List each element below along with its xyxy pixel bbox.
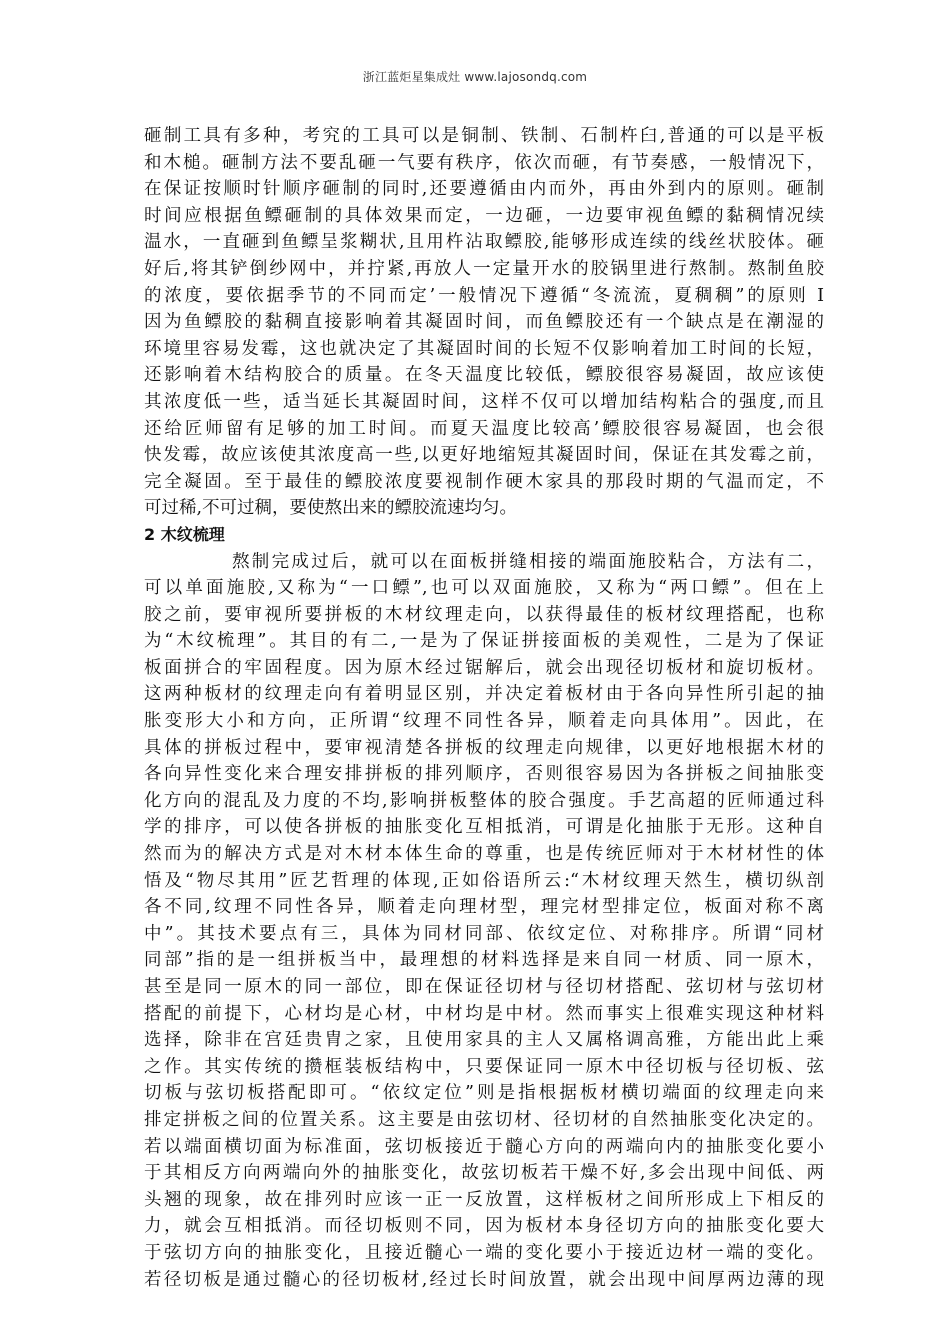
text-line: 还给匠师留有足够的加工时间。而夏天温度比较高’鳔胶很容易凝固，也会很 bbox=[144, 418, 824, 439]
text-line: 若径切板是通过髓心的径切板材,经过长时间放置，就会出现中间厚两边薄的现 bbox=[144, 1269, 824, 1290]
text-line: 环境里容易发霉，这也就决定了其凝固时间的长短不仅影响着加工时间的长短， bbox=[144, 338, 824, 359]
text-line: 于其相反方向两端向外的抽胀变化，故弦切板若干燥不好,多会出现中间低、两 bbox=[144, 1163, 824, 1184]
text-line: 力，就会互相抵消。而径切板则不同，因为板材本身径切方向的抽胀变化要大 bbox=[144, 1216, 824, 1237]
text-line: 胀变形大小和方向，正所谓“纹理不同性各异，顺着走向具体用”。因此，在 bbox=[144, 711, 824, 732]
text-line: 切板与弦切板搭配即可。“依纹定位”则是指根据板材横切端面的纹理走向来 bbox=[144, 1083, 824, 1104]
text-line: 各向异性变化来合理安排拼板的排列顺序，否则很容易因为各拼板之间抽胀变 bbox=[144, 764, 824, 785]
text-line: 还影响着木结构胶合的质量。在冬天温度比较低，鳔胶很容易凝固，故应该使 bbox=[144, 365, 824, 386]
text-line: 排定拼板之间的位置关系。这主要是由弦切材、径切材的自然抽胀变化决定的。 bbox=[144, 1109, 824, 1130]
text-line: 具体的拼板过程中，要审视清楚各拼板的纹理走向规律，以更好地根据木材的 bbox=[144, 737, 824, 758]
text-line: 搭配的前提下，心材均是心材，中材均是中材。然而事实上很难实现这种材料 bbox=[144, 1003, 824, 1024]
text-line: 悟及“物尽其用”匠艺哲理的体现,正如俗语所云:“木材纹理天然生，横切纵剖 bbox=[144, 870, 824, 891]
text-line: 之作。其实传统的攒框装板结构中，只要保证同一原木中径切板与径切板、弦 bbox=[144, 1056, 824, 1077]
text-line: 可过稀,不可过稠，要使熬出来的鳔胶流速均匀。 bbox=[144, 498, 518, 519]
text-line: 若以端面横切面为标准面，弦切板接近于髓心方向的两端向内的抽胀变化要小 bbox=[144, 1136, 824, 1157]
text-line: 头翘的现象，故在排列时应该一正一反放置，这样板材之间所形成上下相反的 bbox=[144, 1189, 824, 1210]
text-line: 砸制工具有多种，考究的工具可以是铜制、铁制、石制杵臼,普通的可以是平板 bbox=[144, 126, 824, 146]
text-line: 其浓度低一些，适当延长其凝固时间，这样不仅可以增加结构粘合的强度,而且 bbox=[144, 391, 824, 412]
text-line: 学的排序，可以使各拼板的抽胀变化互相抵消，可谓是化抽胀于无形。这种自 bbox=[144, 817, 824, 838]
text-line: 胶之前，要审视所要拼板的木材纹理走向，以获得最佳的板材纹理搭配，也称 bbox=[144, 604, 824, 625]
text-line: 化方向的混乱及力度的不均,影响拼板整体的胶合强度。手艺高超的匠师通过科 bbox=[144, 790, 824, 811]
text-line: 甚至是同一原木的同一部位，即在保证径切材与径切材搭配、弦切材与弦切材 bbox=[144, 977, 824, 997]
document-body bbox=[144, 123, 824, 1293]
text-line: 于弦切方向的抽胀变化，且接近髓心一端的变化要小于接近边材一端的变化。 bbox=[144, 1242, 824, 1263]
text-line: 中”。其技术要点有三，具体为同材同部、依纹定位、对称排序。所谓“同材 bbox=[144, 923, 824, 944]
page-header: 浙江蓝炬星集成灶 www.lajosondq.com bbox=[362, 70, 588, 84]
text-line: 温水，一直砸到鱼鳔呈浆糊状,且用杵沾取鳔胶,能够形成连续的线丝状胶体。砸 bbox=[144, 232, 824, 253]
text-line: 可以单面施胶,又称为“一口鳔”,也可以双面施胶，又称为“两口鳔”。但在上 bbox=[144, 578, 824, 599]
text-line: 然而为的解决方式是对木材本体生命的尊重，也是传统匠师对于木材材性的体 bbox=[144, 844, 824, 865]
paragraph-glue-boiling bbox=[144, 123, 824, 522]
text-line: 各不同,纹理不同性各异，顺着走向理材型，理完材型排定位，板面对称不离 bbox=[144, 897, 824, 918]
paragraph-grain-arrangement bbox=[144, 549, 824, 1294]
text-line: 和木槌。砸制方法不要乱砸一气要有秩序，依次而砸，有节奏感，一般情况下， bbox=[144, 152, 824, 173]
text-line: 好后,将其铲倒纱网中，并拧紧,再放人一定量开水的胶锅里进行熬制。熬制鱼胶 bbox=[144, 258, 824, 279]
text-line: 同部”指的是一组拼板当中，最理想的材料选择是来自同一材质、同一原木， bbox=[144, 950, 824, 971]
text-line: 时间应根据鱼鳔砸制的具体效果而定，一边砸，一边要审视鱼鳔的黏稠情况续 bbox=[144, 205, 824, 226]
text-line: 选择，除非在宫廷贵胄之家，且使用家具的主人又属格调高雅，方能出此上乘 bbox=[144, 1030, 824, 1051]
text-line: 这两种板材的纹理走向有着明显区别，并决定着板材由于各向异性所引起的抽 bbox=[144, 684, 824, 705]
text-line: 为“木纹梳理”。其目的有二,一是为了保证拼接面板的美观性，二是为了保证 bbox=[144, 631, 824, 652]
text-line: 板面拼合的牢固程度。因为原木经过锯解后，就会出现径切板材和旋切板材。 bbox=[144, 657, 824, 678]
text-line: 完全凝固。至于最佳的鳔胶浓度要视制作硬木家具的那段时期的气温而定，不 bbox=[144, 471, 824, 492]
text-line: 在保证按顺时针顺序砸制的同时,还要遵循由内而外，再由外到内的原则。砸制 bbox=[144, 179, 824, 200]
text-line: 快发霉，故应该使其浓度高一些,以更好地缩短其凝固时间，保证在其发霉之前， bbox=[144, 445, 824, 466]
section-heading: 2 木纹梳理 bbox=[144, 524, 225, 544]
text-line: 因为鱼鳔胶的黏稠直接影响着其凝固时间，而鱼鳔胶还有一个缺点是在潮湿的 bbox=[144, 312, 824, 333]
text-line: 的浓度，要依据季节的不同而定’一般情况下遵循“冬流流，夏稠稠”的原则 I bbox=[144, 285, 824, 306]
text-line: 熬制完成过后，就可以在面板拼缝相接的端面施胶粘合，方法有二， bbox=[232, 551, 824, 572]
